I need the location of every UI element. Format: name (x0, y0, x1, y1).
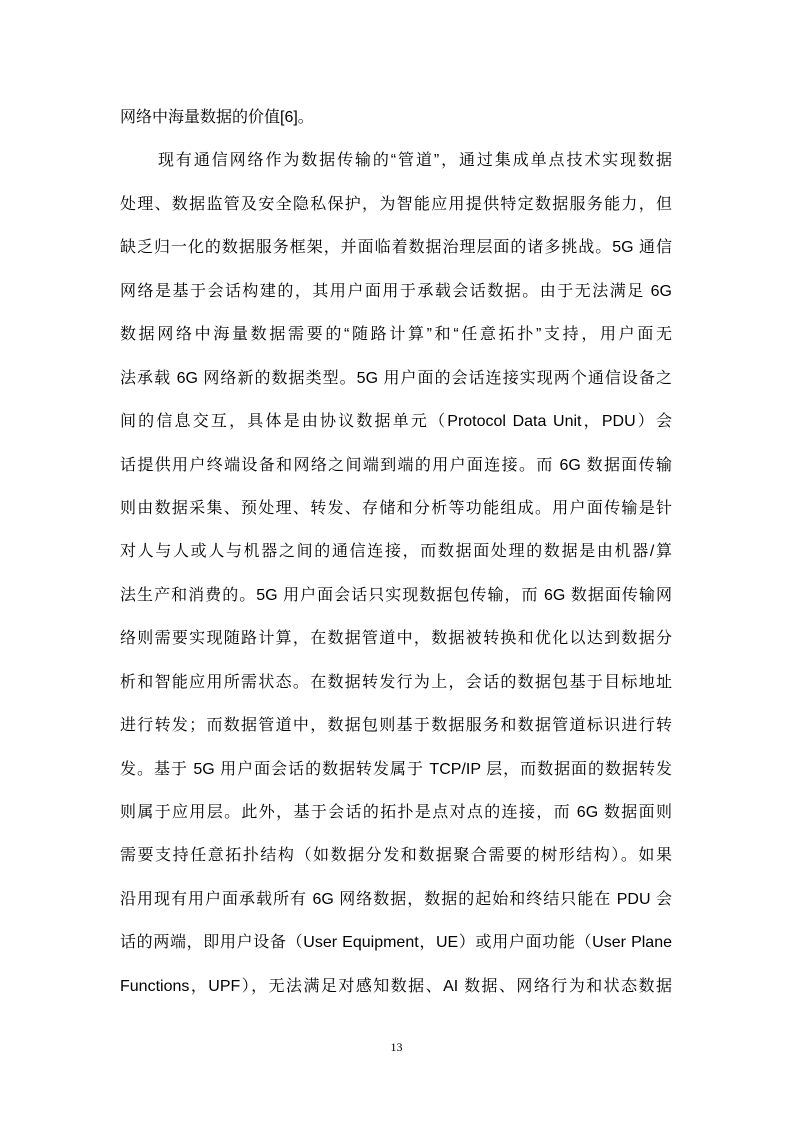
body-text-line: 缺乏归一化的数据服务框架，并面临着数据治理层面的诸多挑战。5G 通信 (120, 239, 672, 257)
body-text-line: 法生产和消费的。5G 用户面会话只实现数据包传输，而 6G 数据面传输网 (120, 586, 672, 604)
body-text (120, 96, 672, 1008)
body-text-line: 络则需要实现随路计算，在数据管道中，数据被转换和优化以达到数据分 (120, 630, 672, 648)
body-text-line: 法承载 6G 网络新的数据类型。5G 用户面的会话连接实现两个通信设备之 (120, 369, 672, 387)
body-text-line: 网络是基于会话构建的，其用户面用于承载会话数据。由于无法满足 6G (120, 282, 672, 300)
body-text-line: 则属于应用层。此外，基于会话的拓扑是点对点的连接，而 6G 数据面则 (120, 804, 672, 821)
body-text-line: 对人与人或人与机器之间的通信连接，而数据面处理的数据是由机器/算 (120, 543, 672, 561)
body-text-line: 话提供用户终端设备和网络之间端到端的用户面连接。而 6G 数据面传输 (120, 456, 672, 474)
body-text-line: 话的两端，即用户设备（User Equipment，UE）或用户面功能（User Plane (120, 934, 672, 952)
page-number: 13 (390, 1040, 403, 1054)
body-text-line: 进行转发；而数据管道中，数据包则基于数据服务和数据管道标识进行转 (120, 717, 672, 735)
body-text-line: Functions，UPF），无法满足对感知数据、AI 数据、网络行为和状态数据 (120, 977, 672, 995)
body-text-line: 现有通信网络作为数据传输的“管道”，通过集成单点技术实现数据 (158, 152, 672, 170)
body-text-line: 处理、数据监管及安全隐私保护，为智能应用提供特定数据服务能力，但 (120, 195, 672, 213)
body-text-line: 则由数据采集、预处理、转发、存储和分析等功能组成。用户面传输是针 (120, 499, 672, 517)
body-text-line: 数据网络中海量数据需要的“随路计算”和“任意拓扑”支持，用户面无 (120, 326, 672, 344)
body-text-line: 间的信息交互，具体是由协议数据单元（Protocol Data Unit，PDU）会 (120, 413, 672, 431)
body-text-line: 网络中海量数据的价值[6]。 (120, 109, 314, 126)
body-text-line: 析和智能应用所需状态。在数据转发行为上，会话的数据包基于目标地址 (120, 673, 672, 691)
body-text-line: 沿用现有用户面承载所有 6G 网络数据，数据的起始和终结只能在 PDU 会 (120, 890, 672, 908)
body-text-line: 需要支持任意拓扑结构（如数据分发和数据聚合需要的树形结构）。如果 (120, 847, 672, 865)
body-text-line: 发。基于 5G 用户面会话的数据转发属于 TCP/IP 层，而数据面的数据转发 (120, 760, 672, 778)
